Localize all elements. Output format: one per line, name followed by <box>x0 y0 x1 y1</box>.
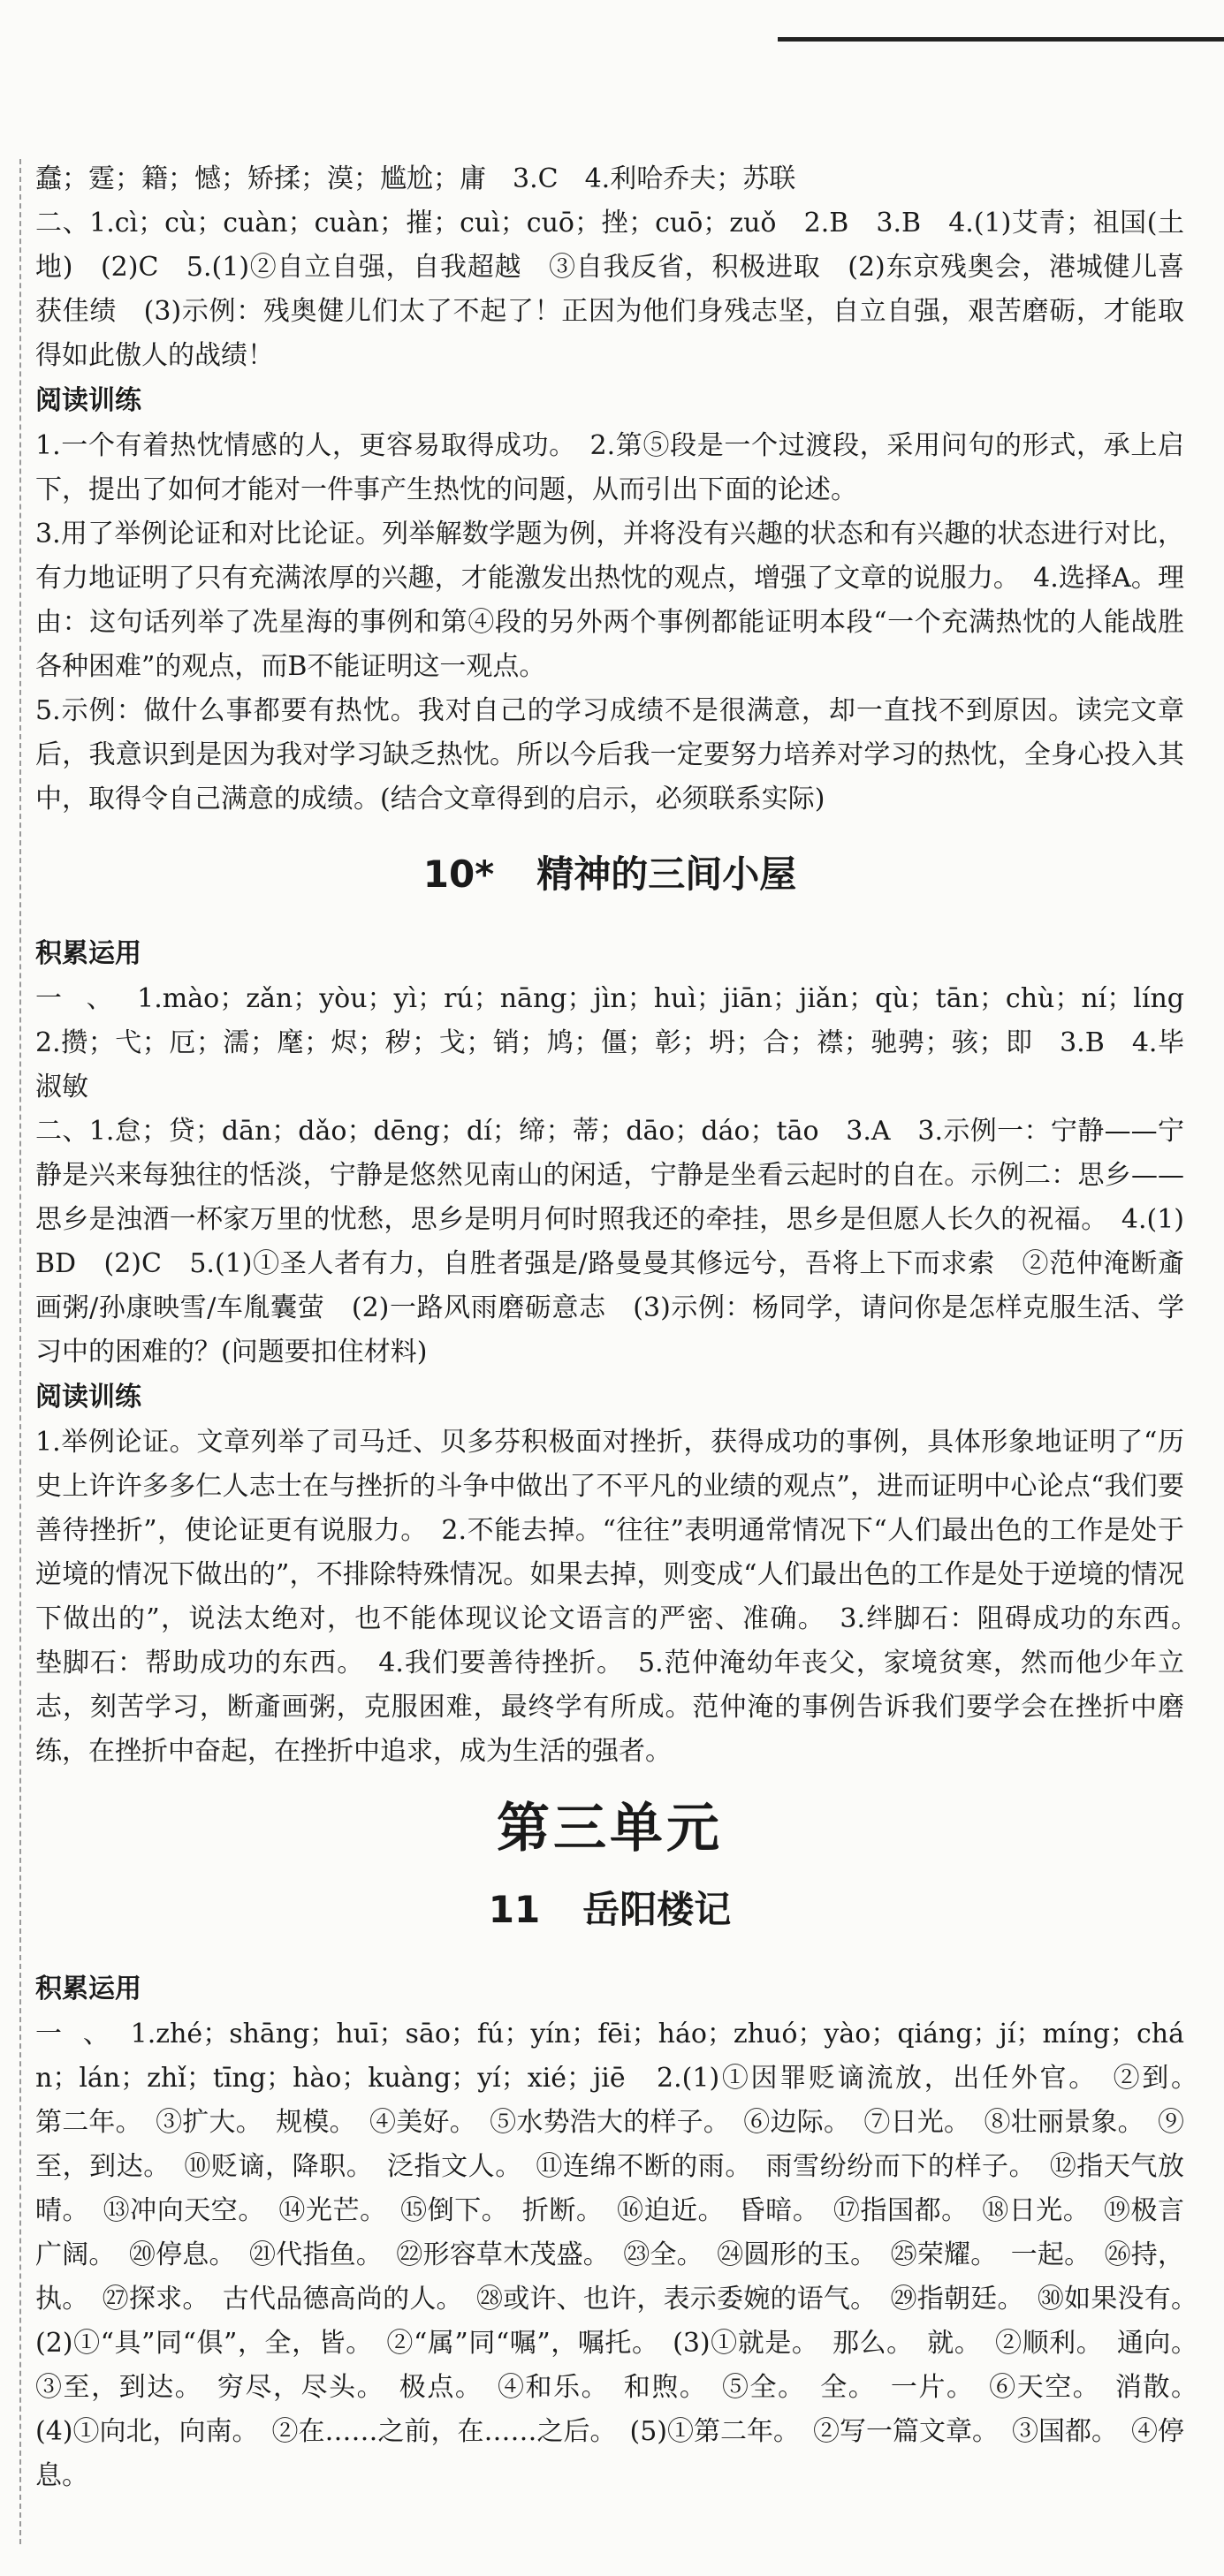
answer-paragraph: 蠢；霆；籍；憾；矫揉；漠；尴尬；庸 3.C 4.利哈乔夫；苏联 <box>35 163 796 194</box>
top-rule <box>778 37 1224 42</box>
binding-dashed-line <box>19 159 21 2544</box>
chapter-title: 精神的三间小屋 <box>536 852 797 896</box>
section-label-accumulation: 积累运用 <box>35 1974 141 2004</box>
answer-page <box>35 157 1211 2498</box>
section-label-reading: 阅读训练 <box>35 1382 141 1413</box>
answer-paragraph: 二、1.怠；贷；dān；dǎo；dēng；dí；缔；蒂；dāo；dáo；tāo 3.A 3.示例一：宁静——宁静是兴来每独往的恬淡，宁静是悠然见南山的闲适，宁静是坐看云起时的自在。示例二：思乡——思乡是浊酒一杯家万里的忧愁，思乡是明月何时照我还的牵挂，思乡是但愿人长久的祝福。 4.(1)BD (2)C 5.(1)①圣人者有力，自胜者强是/路曼曼其修远兮，吾将上下而求索 ②范仲淹断齑画粥/孙康映雪/车胤囊萤 (2)一路风雨磨砺意志 (3)示例：杨同学，请问你是怎样克服生活、学习中的困难的？(问题要扣住材料) <box>35 1116 1184 1368</box>
answer-paragraph: 二、1.cì；cù；cuàn；cuàn；摧；cuì；cuō；挫；cuō；zuǒ 2.B 3.B 4.(1)艾青；祖国(土地) (2)C 5.(1)②自立自强，自我超越 ③自我反省，积极进取 (2)东京残奥会，港城健儿喜获佳绩 (3)示例：残奥健儿们太了不起了！正因为他们身残志坚，自立自强，艰苦磨砺，才能取得如此傲人的战绩！ <box>35 208 1184 371</box>
section-label-accumulation: 积累运用 <box>35 938 141 969</box>
chapter-title: 岳阳楼记 <box>582 1888 732 1931</box>
unit-heading: 第三单元 <box>497 1798 723 1860</box>
answer-paragraph: 1.一个有着热忱情感的人，更容易取得成功。 2.第⑤段是一个过渡段，采用问句的形式，承上启下，提出了如何才能对一件事产生热忱的问题，从而引出下面的论述。 <box>35 430 1184 505</box>
chapter-number: 10* <box>422 852 495 896</box>
answer-paragraph: 5.示例：做什么事都要有热忱。我对自己的学习成绩不是很满意，却一直找不到原因。读完文章后，我意识到是因为我对学习缺乏热忱。所以今后我一定要努力培养对学习的热忱，全身心投入其中，取得令自己满意的成绩。(结合文章得到的启示，必须联系实际) <box>35 695 1184 814</box>
chapter-number: 11 <box>488 1888 541 1931</box>
section-label-reading: 阅读训练 <box>35 385 141 416</box>
chapter-heading-10 <box>35 843 1184 906</box>
answer-paragraph: 1.举例论证。文章列举了司马迁、贝多芬积极面对挫折，获得成功的事例，具体形象地证明了“历史上许许多多仁人志士在与挫折的斗争中做出了不平凡的业绩的观点”，进而证明中心论点“我们要善待挫折”，使论证更有说服力。 2.不能去掉。“往往”表明通常情况下“人们最出色的工作是处于逆境的情况下做出的”，不排除特殊情况。如果去掉，则变成“人们最出色的工作是处于逆境的情况下做出的”，说法太绝对，也不能体现议论文语言的严密、准确。 3.绊脚石：阻碍成功的东西。 垫脚石：帮助成功的东西。 4.我们要善待挫折。 5.范仲淹幼年丧父，家境贫寒，然而他少年立志，刻苦学习，断齑画粥，克服困难，最终学有所成。范仲淹的事例告诉我们要学会在挫折中磨练，在挫折中奋起，在挫折中追求，成为生活的强者。 <box>35 1427 1211 1767</box>
answer-paragraph: 一、1.mào；zǎn；yòu；yì；rú；nāng；jìn；huì；jiān；jiǎn；qù；tān；chù；ní；líng 2.攒；弋；厄；濡；麾；烬；秽；戈；销；鸠；僵；彰；坍；合；襟；驰骋；骇；即 3.B 4.毕淑敏 <box>35 983 1211 1102</box>
chapter-heading-11 <box>35 1878 1184 1942</box>
answer-paragraph: 一、1.zhé；shāng；huī；sāo；fú；yín；fēi；háo；zhuó；yào；qiáng；jí；míng；chán；lán；zhǐ；tīng；hào；kuàng；yí；xié；jiē 2.(1)①因罪贬谪流放，出任外官。 ②到。 第二年。 ③扩大。 规模。 ④美好。 ⑤水势浩大的样子。 ⑥边际。 ⑦日光。 ⑧壮丽景象。 ⑨至，到达。 ⑩贬谪，降职。 泛指文人。 ⑪连绵不断的雨。 雨雪纷纷而下的样子。 ⑫指天气放晴。 ⑬冲向天空。 ⑭光芒。 ⑮倒下。 折断。 ⑯迫近。 昏暗。 ⑰指国都。 ⑱日光。 ⑲极言广阔。 ⑳停息。 ㉑代指鱼。 ㉒形容草木茂盛。 ㉓全。 ㉔圆形的玉。 ㉕荣耀。 一起。 ㉖持，执。 ㉗探求。 古代品德高尚的人。 ㉘或许、也许，表示委婉的语气。 ㉙指朝廷。 ㉚如果没有。 (2)①“具”同“俱”，全，皆。 ②“属”同“嘱”，嘱托。 (3)①就是。 那么。 就。 ②顺利。 通向。 ③至，到达。 穷尽，尽头。 极点。 ④和乐。 和煦。 ⑤全。 全。 一片。 ⑥天空。 消散。 (4)①向北，向南。 ②在……之前，在……之后。 (5)①第二年。 ②写一篇文章。 ③国都。 ④停息。 <box>35 2019 1211 2491</box>
answer-paragraph: 3.用了举例论证和对比论证。列举解数学题为例，并将没有兴趣的状态和有兴趣的状态进行对比，有力地证明了只有充满浓厚的兴趣，才能激发出热忱的观点，增强了文章的说服力。 4.选择A。理由：这句话列举了冼星海的事例和第④段的另外两个事例都能证明本段“一个充满热忱的人能战胜各种困难”的观点，而B不能证明这一观点。 <box>35 519 1184 682</box>
